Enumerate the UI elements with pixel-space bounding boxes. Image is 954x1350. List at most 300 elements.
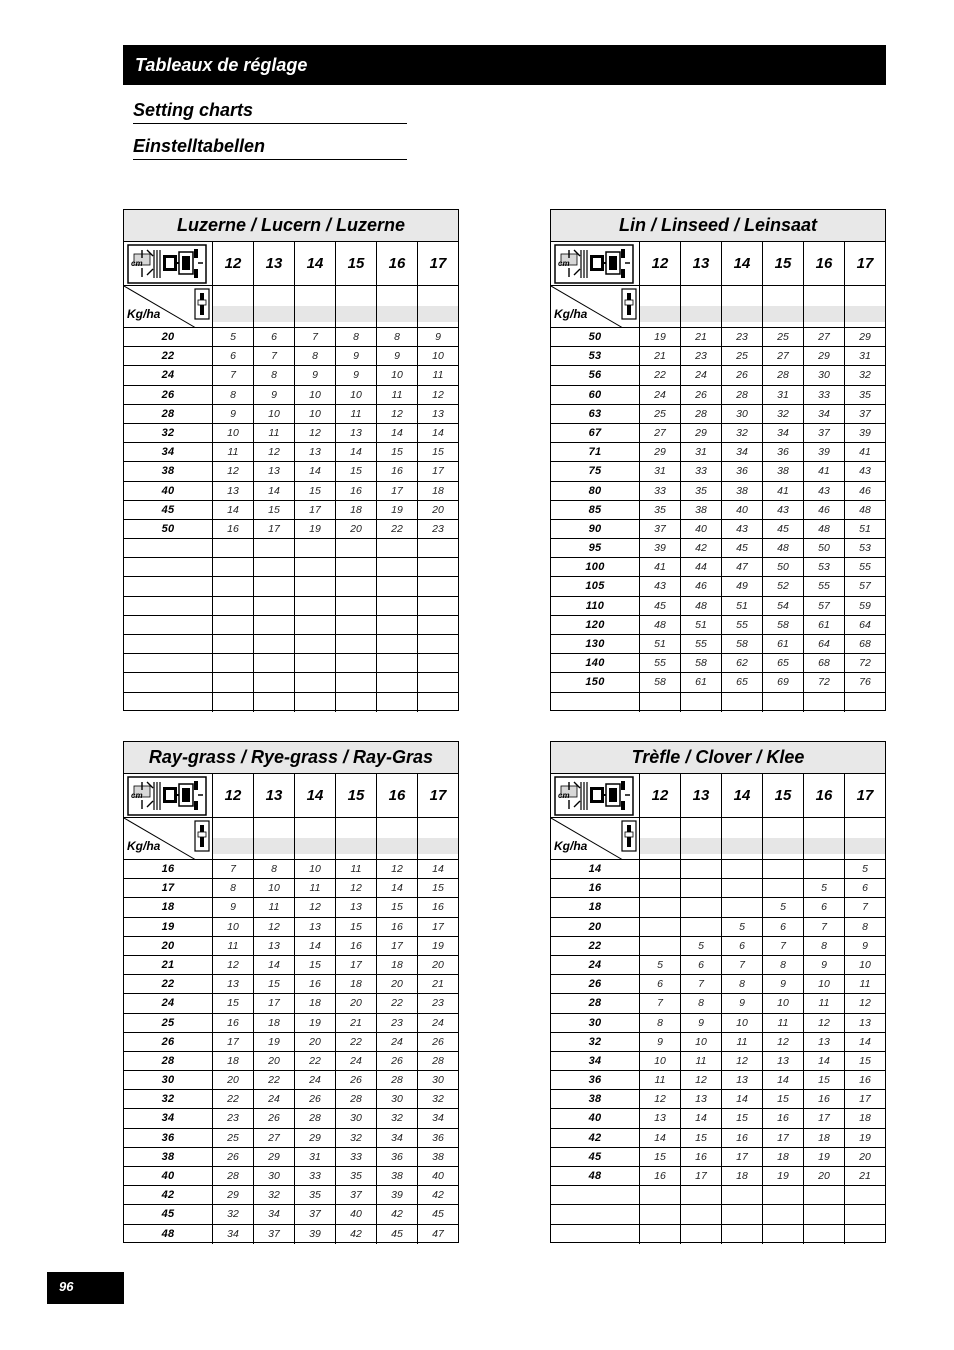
setting-value: 45 [640, 597, 681, 615]
setting-value: 47 [432, 1227, 444, 1240]
setting-value: 26 [254, 1109, 295, 1127]
setting-value: 11 [254, 898, 295, 916]
table-row [124, 462, 458, 481]
setting-value: 17 [859, 1093, 871, 1106]
setting-value: 13 [336, 424, 377, 442]
setting-value: 19 [377, 501, 418, 519]
table-row [551, 693, 885, 712]
setting-value: 32 [763, 405, 804, 423]
icon-unit-label: cm [131, 259, 143, 268]
setting-value: 14 [681, 1109, 722, 1127]
setting-value: 11 [763, 1014, 804, 1032]
setting-value: 17 [295, 501, 336, 519]
setting-value: 53 [804, 558, 845, 576]
rate-label: 26 [124, 1033, 213, 1051]
table-row [124, 654, 458, 673]
setting-value: 12 [377, 860, 418, 878]
rate-label [124, 635, 213, 653]
setting-value: 13 [295, 443, 336, 461]
setting-value: 9 [763, 975, 804, 993]
setting-value: 36 [722, 462, 763, 480]
setting-value: 65 [722, 673, 763, 691]
setting-value: 20 [213, 1071, 254, 1089]
setting-value [845, 693, 885, 712]
blank-cell [640, 818, 681, 859]
setting-value: 14 [640, 1129, 681, 1147]
chart-lin [550, 209, 886, 711]
setting-value: 8 [336, 328, 377, 346]
setting-value [722, 898, 763, 916]
setting-value: 25 [213, 1129, 254, 1147]
setting-value: 24 [432, 1016, 444, 1029]
setting-value: 33 [640, 482, 681, 500]
setting-value: 18 [336, 975, 377, 993]
rate-label: 30 [124, 1071, 213, 1089]
setting-value [377, 616, 418, 634]
table-row [551, 1186, 885, 1205]
setting-value: 39 [640, 539, 681, 557]
rate-label: 20 [124, 328, 213, 346]
setting-value: 8 [254, 366, 295, 384]
icon-unit-label: cm [558, 791, 570, 800]
setting-value [336, 654, 377, 672]
setting-value: 17 [336, 956, 377, 974]
setting-value: 28 [295, 1109, 336, 1127]
setting-value: 18 [213, 1052, 254, 1070]
setting-value: 28 [336, 1090, 377, 1108]
rate-label: 32 [551, 1033, 640, 1051]
table-row [124, 975, 458, 994]
setting-value [722, 1205, 763, 1223]
rate-label: 22 [124, 975, 213, 993]
setting-value: 30 [254, 1167, 295, 1185]
setting-value: 13 [804, 1033, 845, 1051]
setting-value: 29 [859, 331, 871, 343]
setting-value [845, 1225, 885, 1244]
setting-value: 13 [295, 918, 336, 936]
setting-value: 15 [681, 1129, 722, 1147]
setting-value: 12 [859, 997, 871, 1010]
setting-value: 35 [681, 482, 722, 500]
setting-value [336, 539, 377, 557]
table-row [124, 539, 458, 558]
table-row [551, 956, 885, 975]
rate-label [124, 539, 213, 557]
setting-value [295, 539, 336, 557]
setting-value: 35 [336, 1167, 377, 1185]
setting-value: 21 [432, 978, 444, 991]
setting-value [804, 1186, 845, 1204]
rate-label: 38 [124, 1148, 213, 1166]
setting-value: 14 [722, 1090, 763, 1108]
rate-label: 24 [124, 366, 213, 384]
setting-value: 28 [681, 405, 722, 423]
setting-value: 42 [681, 539, 722, 557]
kg-ha-label: Kg/ha [554, 839, 588, 853]
column-header: 16 [804, 774, 845, 817]
setting-value [681, 1225, 722, 1244]
setting-value [722, 879, 763, 897]
setting-value: 48 [640, 616, 681, 634]
setting-value: 15 [213, 994, 254, 1012]
setting-value [254, 558, 295, 576]
setting-value [763, 693, 804, 712]
setting-value: 58 [722, 635, 763, 653]
setting-value: 12 [254, 918, 295, 936]
setting-value [213, 539, 254, 557]
setting-value: 16 [295, 975, 336, 993]
blank-cell [377, 818, 418, 859]
setting-value: 12 [295, 424, 336, 442]
column-header: 17 [429, 255, 447, 272]
rate-label: 45 [124, 501, 213, 519]
setting-value: 11 [254, 424, 295, 442]
setting-value: 17 [432, 465, 444, 478]
setting-value: 11 [295, 879, 336, 897]
setting-value: 6 [722, 937, 763, 955]
setting-value: 37 [295, 1205, 336, 1223]
setting-value [681, 1205, 722, 1223]
setting-value: 13 [681, 1090, 722, 1108]
setting-value: 10 [804, 975, 845, 993]
setting-value [336, 693, 377, 712]
setting-value: 29 [681, 424, 722, 442]
rate-label: 34 [124, 443, 213, 461]
kg-ha-cell [551, 286, 640, 327]
rate-label: 120 [551, 616, 640, 634]
setting-value: 7 [681, 975, 722, 993]
setting-value: 45 [432, 1208, 444, 1221]
rate-label: 40 [124, 1167, 213, 1185]
setting-value: 20 [295, 1033, 336, 1051]
setting-value: 8 [862, 920, 868, 933]
setting-value: 14 [377, 879, 418, 897]
setting-value: 20 [336, 520, 377, 538]
setting-value: 31 [640, 462, 681, 480]
table-row [124, 520, 458, 539]
setting-value: 18 [295, 994, 336, 1012]
setting-value: 17 [722, 1148, 763, 1166]
setting-value: 11 [213, 937, 254, 955]
setting-value: 15 [377, 898, 418, 916]
setting-value: 33 [681, 462, 722, 480]
table-row [124, 898, 458, 917]
table-row [124, 328, 458, 347]
setting-value: 13 [254, 937, 295, 955]
setting-value [804, 1225, 845, 1244]
rate-label: 26 [551, 975, 640, 993]
setting-value: 6 [213, 347, 254, 365]
setting-value: 5 [681, 937, 722, 955]
kg-ha-row [551, 818, 885, 860]
setting-value: 22 [213, 1090, 254, 1108]
setting-value: 10 [859, 958, 871, 971]
seed-drill-icon [554, 776, 634, 816]
table-row [551, 366, 885, 385]
setting-value: 10 [254, 405, 295, 423]
rate-label: 45 [551, 1148, 640, 1166]
setting-value: 7 [213, 366, 254, 384]
table-row [551, 860, 885, 879]
rate-label: 150 [551, 673, 640, 691]
setting-value: 10 [432, 350, 444, 363]
setting-value: 17 [254, 520, 295, 538]
chart-title: Lin / Linseed / Leinsaat [551, 210, 885, 242]
drill-icon-cell [124, 774, 213, 817]
setting-value: 37 [336, 1186, 377, 1204]
setting-value: 13 [254, 462, 295, 480]
setting-value [377, 654, 418, 672]
setting-value [295, 577, 336, 595]
setting-value: 32 [254, 1186, 295, 1204]
setting-value [254, 673, 295, 691]
setting-value: 10 [295, 386, 336, 404]
table-row [551, 1090, 885, 1109]
blank-cell [254, 286, 295, 327]
setting-value [681, 918, 722, 936]
subtitle-english: Setting charts [133, 100, 407, 124]
setting-value: 15 [722, 1109, 763, 1127]
setting-value: 58 [681, 654, 722, 672]
setting-value: 39 [295, 1225, 336, 1244]
setting-value: 48 [859, 503, 871, 516]
setting-value: 14 [254, 956, 295, 974]
kg-ha-row [551, 286, 885, 328]
setting-value: 19 [859, 1131, 871, 1144]
rate-label: 32 [124, 1090, 213, 1108]
setting-value: 38 [681, 501, 722, 519]
setting-value: 17 [432, 920, 444, 933]
blank-cell [845, 286, 885, 327]
setting-value [418, 539, 458, 557]
table-row [124, 597, 458, 616]
setting-value [254, 616, 295, 634]
blank-cell [377, 286, 418, 327]
setting-value [722, 1186, 763, 1204]
setting-value: 11 [432, 369, 444, 382]
setting-value: 13 [722, 1071, 763, 1089]
setting-value: 15 [336, 462, 377, 480]
kg-ha-row [124, 818, 458, 860]
column-header: 17 [856, 255, 874, 272]
setting-value: 14 [336, 443, 377, 461]
blank-cell [640, 286, 681, 327]
setting-value: 34 [254, 1205, 295, 1223]
kg-ha-label: Kg/ha [127, 839, 161, 853]
drill-icon-cell [551, 242, 640, 285]
setting-value [254, 577, 295, 595]
setting-value: 48 [804, 520, 845, 538]
setting-value [804, 860, 845, 878]
table-row [551, 539, 885, 558]
setting-value: 20 [804, 1167, 845, 1185]
setting-value: 50 [804, 539, 845, 557]
table-row [551, 443, 885, 462]
blank-cell [213, 286, 254, 327]
chart-trefle [550, 741, 886, 1243]
setting-value: 30 [804, 366, 845, 384]
rate-label: 140 [551, 654, 640, 672]
setting-value: 24 [377, 1033, 418, 1051]
setting-value: 12 [213, 956, 254, 974]
table-row [551, 1205, 885, 1224]
setting-value: 23 [432, 997, 444, 1010]
table-row [124, 443, 458, 462]
setting-value: 55 [681, 635, 722, 653]
table-row [551, 918, 885, 937]
setting-value [418, 616, 458, 634]
setting-value [804, 1205, 845, 1223]
setting-value: 65 [763, 654, 804, 672]
rate-label: 42 [551, 1129, 640, 1147]
setting-value: 18 [432, 484, 444, 497]
setting-value: 5 [804, 879, 845, 897]
column-header: 14 [295, 774, 336, 817]
setting-value: 48 [681, 597, 722, 615]
setting-value [213, 673, 254, 691]
table-row [551, 994, 885, 1013]
table-row [551, 937, 885, 956]
setting-value: 36 [377, 1148, 418, 1166]
table-row [551, 654, 885, 673]
setting-value: 72 [859, 657, 871, 670]
blank-cell [804, 818, 845, 859]
setting-value: 14 [377, 424, 418, 442]
rate-label [124, 597, 213, 615]
setting-value: 17 [763, 1129, 804, 1147]
table-row [551, 616, 885, 635]
setting-value: 7 [722, 956, 763, 974]
setting-value: 11 [336, 860, 377, 878]
rate-label: 30 [551, 1014, 640, 1032]
setting-value: 45 [377, 1225, 418, 1244]
setting-value: 33 [336, 1148, 377, 1166]
setting-value: 59 [859, 599, 871, 612]
setting-value: 18 [722, 1167, 763, 1185]
setting-value [295, 673, 336, 691]
table-row [124, 1052, 458, 1071]
setting-value: 61 [804, 616, 845, 634]
table-row [551, 328, 885, 347]
setting-value: 51 [640, 635, 681, 653]
setting-value: 25 [763, 328, 804, 346]
rate-label: 34 [551, 1052, 640, 1070]
setting-value: 17 [804, 1109, 845, 1127]
setting-value: 19 [640, 328, 681, 346]
rate-label: 22 [551, 937, 640, 955]
blank-cell [295, 286, 336, 327]
setting-value: 9 [377, 347, 418, 365]
page-banner: Tableaux de réglage [123, 45, 886, 85]
setting-value: 10 [254, 879, 295, 897]
rate-label: 48 [124, 1225, 213, 1244]
setting-value: 26 [432, 1035, 444, 1048]
setting-value: 15 [254, 975, 295, 993]
kg-ha-cell [124, 818, 213, 859]
setting-value [763, 879, 804, 897]
setting-value: 28 [213, 1167, 254, 1185]
setting-value: 26 [295, 1090, 336, 1108]
setting-value [640, 879, 681, 897]
setting-value: 20 [432, 958, 444, 971]
rate-label [124, 558, 213, 576]
rate-label: 56 [551, 366, 640, 384]
setting-value: 34 [763, 424, 804, 442]
setting-value: 15 [377, 443, 418, 461]
setting-value [640, 918, 681, 936]
rate-label: 80 [551, 482, 640, 500]
setting-value: 17 [377, 937, 418, 955]
setting-value: 8 [254, 860, 295, 878]
setting-value: 57 [859, 580, 871, 593]
setting-value: 20 [254, 1052, 295, 1070]
chart-luzerne [123, 209, 459, 711]
setting-value: 19 [254, 1033, 295, 1051]
rate-label: 130 [551, 635, 640, 653]
setting-value: 9 [804, 956, 845, 974]
setting-value: 23 [432, 522, 444, 535]
setting-value: 27 [254, 1129, 295, 1147]
setting-value: 15 [859, 1054, 871, 1067]
setting-value: 21 [859, 1170, 871, 1182]
setting-value: 13 [213, 975, 254, 993]
table-row [551, 520, 885, 539]
setting-value [295, 693, 336, 712]
table-row [124, 347, 458, 366]
table-row [124, 918, 458, 937]
blank-cell [213, 818, 254, 859]
setting-value: 25 [722, 347, 763, 365]
column-header: 14 [295, 242, 336, 285]
rate-label: 32 [124, 424, 213, 442]
setting-value: 13 [763, 1052, 804, 1070]
rate-label: 40 [124, 482, 213, 500]
setting-value: 40 [681, 520, 722, 538]
setting-value [722, 693, 763, 712]
setting-value: 22 [640, 366, 681, 384]
setting-value: 15 [432, 446, 444, 459]
rate-label: 85 [551, 501, 640, 519]
rate-label: 19 [124, 918, 213, 936]
setting-value: 26 [377, 1052, 418, 1070]
setting-value [763, 860, 804, 878]
setting-value: 15 [254, 501, 295, 519]
table-row [551, 558, 885, 577]
setting-value: 10 [295, 405, 336, 423]
setting-value [418, 577, 458, 595]
table-row [124, 616, 458, 635]
kg-ha-cell [124, 286, 213, 327]
rate-label: 110 [551, 597, 640, 615]
kg-ha-row [124, 286, 458, 328]
setting-value: 37 [859, 407, 871, 420]
setting-value: 51 [681, 616, 722, 634]
setting-value: 32 [336, 1129, 377, 1147]
rate-label: 53 [551, 347, 640, 365]
setting-value [640, 1225, 681, 1244]
rate-label: 17 [124, 879, 213, 897]
table-row [124, 860, 458, 879]
table-row [551, 386, 885, 405]
setting-value: 21 [336, 1014, 377, 1032]
setting-value: 9 [213, 405, 254, 423]
setting-value [418, 597, 458, 615]
setting-value: 9 [435, 331, 441, 343]
setting-value: 25 [640, 405, 681, 423]
column-header: 16 [377, 242, 418, 285]
setting-value [722, 1225, 763, 1244]
setting-value: 50 [763, 558, 804, 576]
